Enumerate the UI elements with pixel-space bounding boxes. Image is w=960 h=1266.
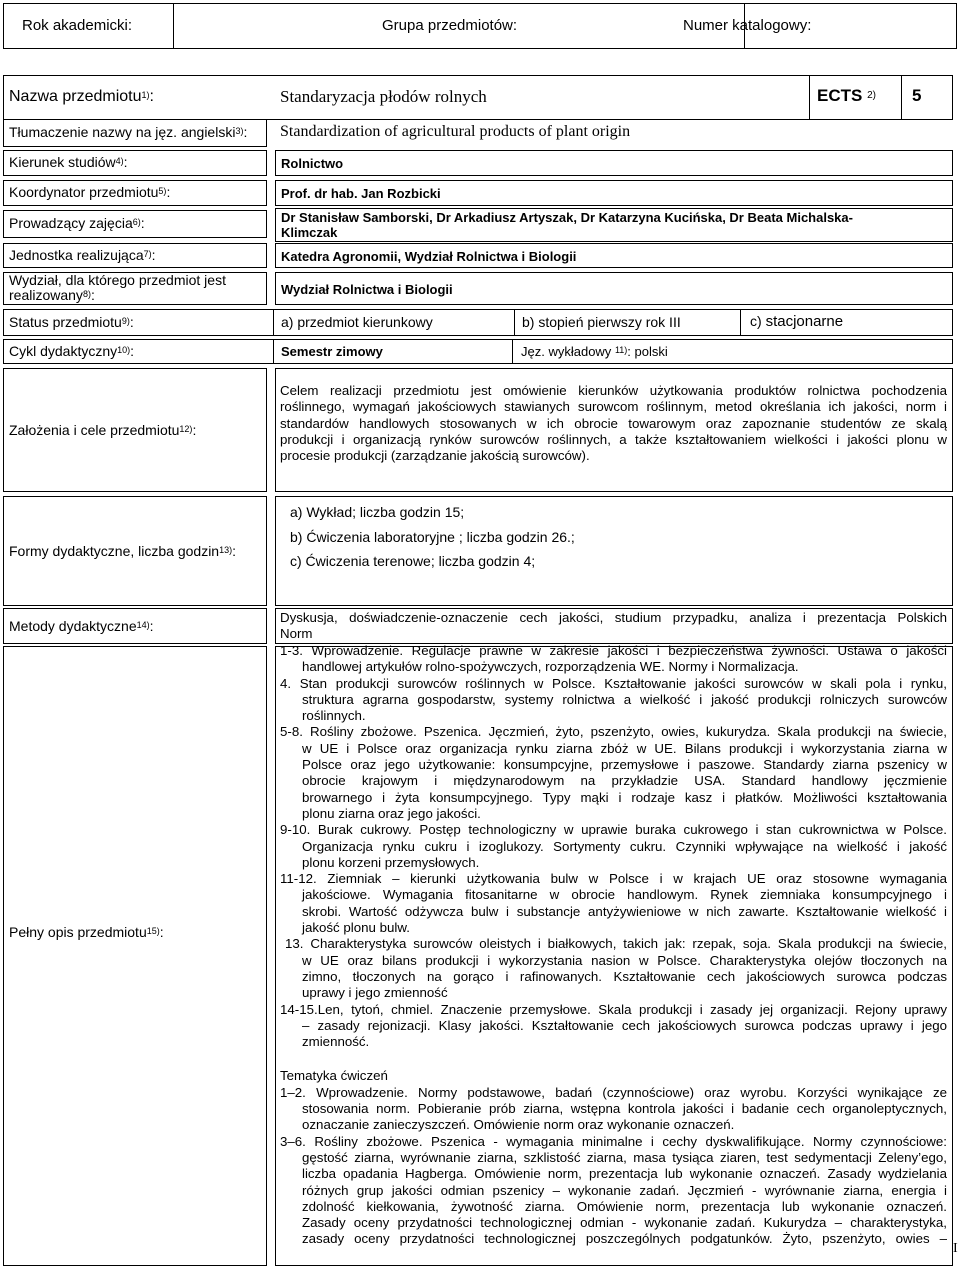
page-marker: I [953,1241,958,1256]
value-koordynator: Prof. dr hab. Jan Rozbicki [281,186,441,201]
opis-line: Zasady oceny przydatności technologicznej odmian - wykonanie zadań. Kukurydza – charakterystyka, [302,1215,947,1231]
value-tlumaczenie: Standardization of agricultural products of plant origin [280,123,631,140]
status-a: a) przedmiot kierunkowy [281,314,433,330]
opis-line: w UE oraz bilans produkcji i wykorzystania nasion w Polsce. Charakterystyka olejów tłoczonych na [302,952,947,968]
opis-line: stosowania norm. Pobieranie prób ziarna, wstępna kontrola jakości i badanie cech organoleptycznych, [302,1101,947,1117]
label-prowadzacy: Prowadzący zajęcia$^{6)}$: [9,215,145,231]
opis-line: browarnego i żyta konsumpcyjnego. Typy mąki i rodzaje kasz i płatków. Możliwości kształtowania [302,789,947,805]
opis-line: 1–2. Wprowadzenie. Normy podstawowe, badań (czynnościowe) oraz wyrobu. Korzyści wynikające ze [280,1084,947,1100]
label-koordynator: Koordynator przedmiotu$^{5)}$: [9,184,171,200]
opis-line: 1-3. Wprowadzenie. Regulacje prawne w zakresie jakości i bezpieczeństwa żywności. Ustawa o jakości [280,643,947,658]
opis-line: plonu ziarna oraz jego jakości. [302,805,481,821]
opis-line: handlowej artykułów rolno-spożywczych, rozporządzenia WE. Normy i Normalizacja. [302,659,799,675]
opis-line: 13. Charakterystyka surowców oleistych i białkowych, takich jak: rzepak, soja. Skala produkcji na świecie, [285,936,947,952]
formy-item-c: c) Ćwiczenia terenowe; liczba godzin 4; [290,553,536,569]
label-jednostka: Jednostka realizująca$^{7)}$: [9,247,156,263]
cykl-jez: Jęz. wykładowy $^{11)}$: polski [521,344,668,359]
value-kierunek: Rolnictwo [281,156,344,171]
opis-line: różnych grup jakości odmian pszenicy – wykonanie zadań. Jęczmień - wyrównanie ziarna, energia i [302,1182,947,1198]
ects-value-cell [901,75,953,120]
opis-line: zmienność. [302,1034,370,1050]
value-kierunek-cell [275,150,953,176]
formy-item-a: a) Wykład; liczba godzin 15; [290,504,465,520]
formy-label: Formy dydaktyczne, liczba godzin$^{13)}$: [9,543,236,559]
opis-line: skrobi. Wartość odżywcza bulw i substancje antyżywieniowe w nich zawarte. Kształtowanie wielkość i [302,903,947,919]
opis-line: gęstość ziarna, wyrównanie ziarna, szklistość ziarna, masa tysiąca ziaren, test sedymentacji Zeleny’ego, [302,1149,947,1165]
value-prowadzacy-line2: Klimczak [281,225,338,240]
status-label: Status przedmiotu$^{9)}$: [9,314,134,330]
metody-line: Dyskusja, doświadczenie-oznaczenie cech jakości, studium przypadku, analiza i prezentacja Polskich [280,610,947,625]
opis-line: 4. Stan produkcji surowców roślinnych w Polsce. Kształtowanie jakości surowców w skali pola i rynku, [280,675,947,691]
opis-text [280,643,947,1248]
opis-line: uprawy i jego zmienność [302,985,448,1001]
status-b: b) stopień pierwszy rok III [522,314,681,330]
opis-line: jakościowe. Wymagania fitosanitarne w obrocie handlowym. Rynek ziemniaka konsumpcyjnego i [302,887,947,903]
formy-item-b: b) Ćwiczenia laboratoryjne ; liczba godzin 26.; [290,529,575,545]
opis-label-cell [3,646,267,1266]
opis-line: Polsce oraz jego użytkowanie: konsumpcyjne, przemysłowe i paszowe. Standardy ziarna pszenicy w [302,757,947,773]
opis-line: 5-8. Rośliny zbożowe. Pszenica. Jęczmień, żyto, pszenżyto, owies, kukurydza. Skala produkcji na świecie, [280,724,947,740]
label-tlumaczenie: Tłumaczenie nazwy na jęz. angielski$^{3)}$: [9,124,248,140]
opis-line: struktura agrarna gospodarstw, systemy rolnictwa a wielkość i jakość produkcji rolniczych surowców [302,691,947,707]
value-wydzial: Wydział Rolnictwa i Biologii [281,282,453,297]
opis-line: jakość plonu bulw. [302,920,410,936]
opis-line: 3–6. Rośliny zbożowe. Pszenica - wymagania minimalne i cechy dyskwalifikujące. Normy czynnościowe: [280,1133,947,1149]
opis-line: zasady oceny przydatności technologicznej poszczególnych podgatunków. Żyto, pszenżyto, owies – [302,1231,947,1247]
opis-line: plonu korzeni przemysłowych. [302,854,480,870]
opis-line: Organizacja rynku cukru i izoglukozy. Sortymenty cukru. Czynniki wpływające na wielkość i jakość [302,838,947,854]
opis-line: 9-10. Burak cukrowy. Postęp technologiczny w uprawie buraka cukrowego i stan cukrownictwa w Polsce. [280,822,947,838]
status-c: c) stacjonarne [750,313,844,330]
value-prowadzacy-line1: Dr Stanisław Samborski, Dr Arkadiusz Artyszak, Dr Katarzyna Kucińska, Dr Beata Michalska- [281,210,853,225]
value-jednostka: Katedra Agronomii, Wydział Rolnictwa i Biologii [281,249,577,264]
label-wydzial-line1: Wydział, dla którego przedmiot jest [9,272,226,288]
zalozenia-line: produkcji i organizacją rynków surowców roślinnych, a także kształtowaniem wielkości i jakości plonu w [280,431,947,447]
header-rok-label: Rok akademicki: [22,17,133,34]
zalozenia-label: Założenia i cele przedmiotu$^{12)}$: [9,422,197,438]
zalozenia-text [280,383,947,464]
zalozenia-line: roślinnego, wymagań jakościowych stawianych surowcom roślinnym, metod określania ich jakości, norm i [280,399,947,415]
label-wydzial-line2: realizowany$^{8)}$: [9,287,95,303]
opis-label: Pełny opis przedmiotu$^{15)}$: [9,924,164,940]
opis-line: roślinnych. [302,708,366,724]
opis-line: zdolność kiełkowania, żywotność ziarna. Omówienie norm, prezentacja lub wykonanie oznaczeń. [302,1198,947,1214]
opis-line: obrocie krajowym i międzynarodowym na przykładzie USA. Standard handlowy jęczmienie [302,773,947,789]
opis-line: zimno, tłoczonych na gorąco i rafinowanych. Kształtowanie cech jakościowych surowca podczas [302,968,947,984]
zalozenia-line: standardów handlowych stosowanych w ich obrocie towarowym oraz zapoznanie studentów ze skalą [280,415,947,431]
ects-value: 5 [912,86,922,105]
ects-label: ECTS $^{2)}$ [817,86,876,105]
nazwa-label: Nazwa przedmiotu$^{1)}$: [9,88,154,105]
header-numer-label: Numer katalogowy: [683,17,812,34]
opis-line: – zasady rejonizacji. Klasy jakości. Kształtowanie cech jakościowych surowca podczas uprawy i jego [302,1017,947,1033]
opis-line: liczba opadania Hagberga. Omówienie norm, prezentacja lub wykonanie oznaczeń. Zasady wydzielania [302,1166,947,1182]
opis-line: oznaczanie zanieczyszczeń. Omówienie norm oraz wykonanie oznaczeń. [302,1117,735,1133]
nazwa-value: Standaryzacja płodów rolnych [280,87,487,106]
opis-line: 14-15.Len, tytoń, chmiel. Znaczenie przemysłowe. Skala produkcji i zasady jej organizacji. Rejony uprawy [280,1001,947,1017]
zalozenia-line: Celem realizacji przedmiotu jest omówienie kierunków użytkowania produktów rolnictwa pochodzenia [280,383,947,398]
metody-label: Metody dydaktyczne$^{14)}$: [9,618,154,634]
cykl-label: Cykl dydaktyczny$^{10)}$: [9,343,135,359]
metody-line: Norm [280,626,313,642]
metody-text [280,610,947,643]
zalozenia-line: procesie produkcji (zarządzanie jakością surowców). [280,448,590,464]
opis-line: Tematyka ćwiczeń [280,1068,388,1084]
cykl-value: Semestr zimowy [281,344,383,359]
opis-line: 11-12. Ziemniak – kierunki użytkowania bulw w Polsce i w krajach UE oraz stosowne wymagania [280,871,947,887]
opis-line: w UE i Polsce oraz organizacja rynku ziarna zbóż w UE. Bilans produkcji i wykorzystania ziarna w [302,740,947,756]
header-grupa-label: Grupa przedmiotów: [382,17,518,34]
label-kierunek: Kierunek studiów$^{4)}$: [9,154,128,170]
